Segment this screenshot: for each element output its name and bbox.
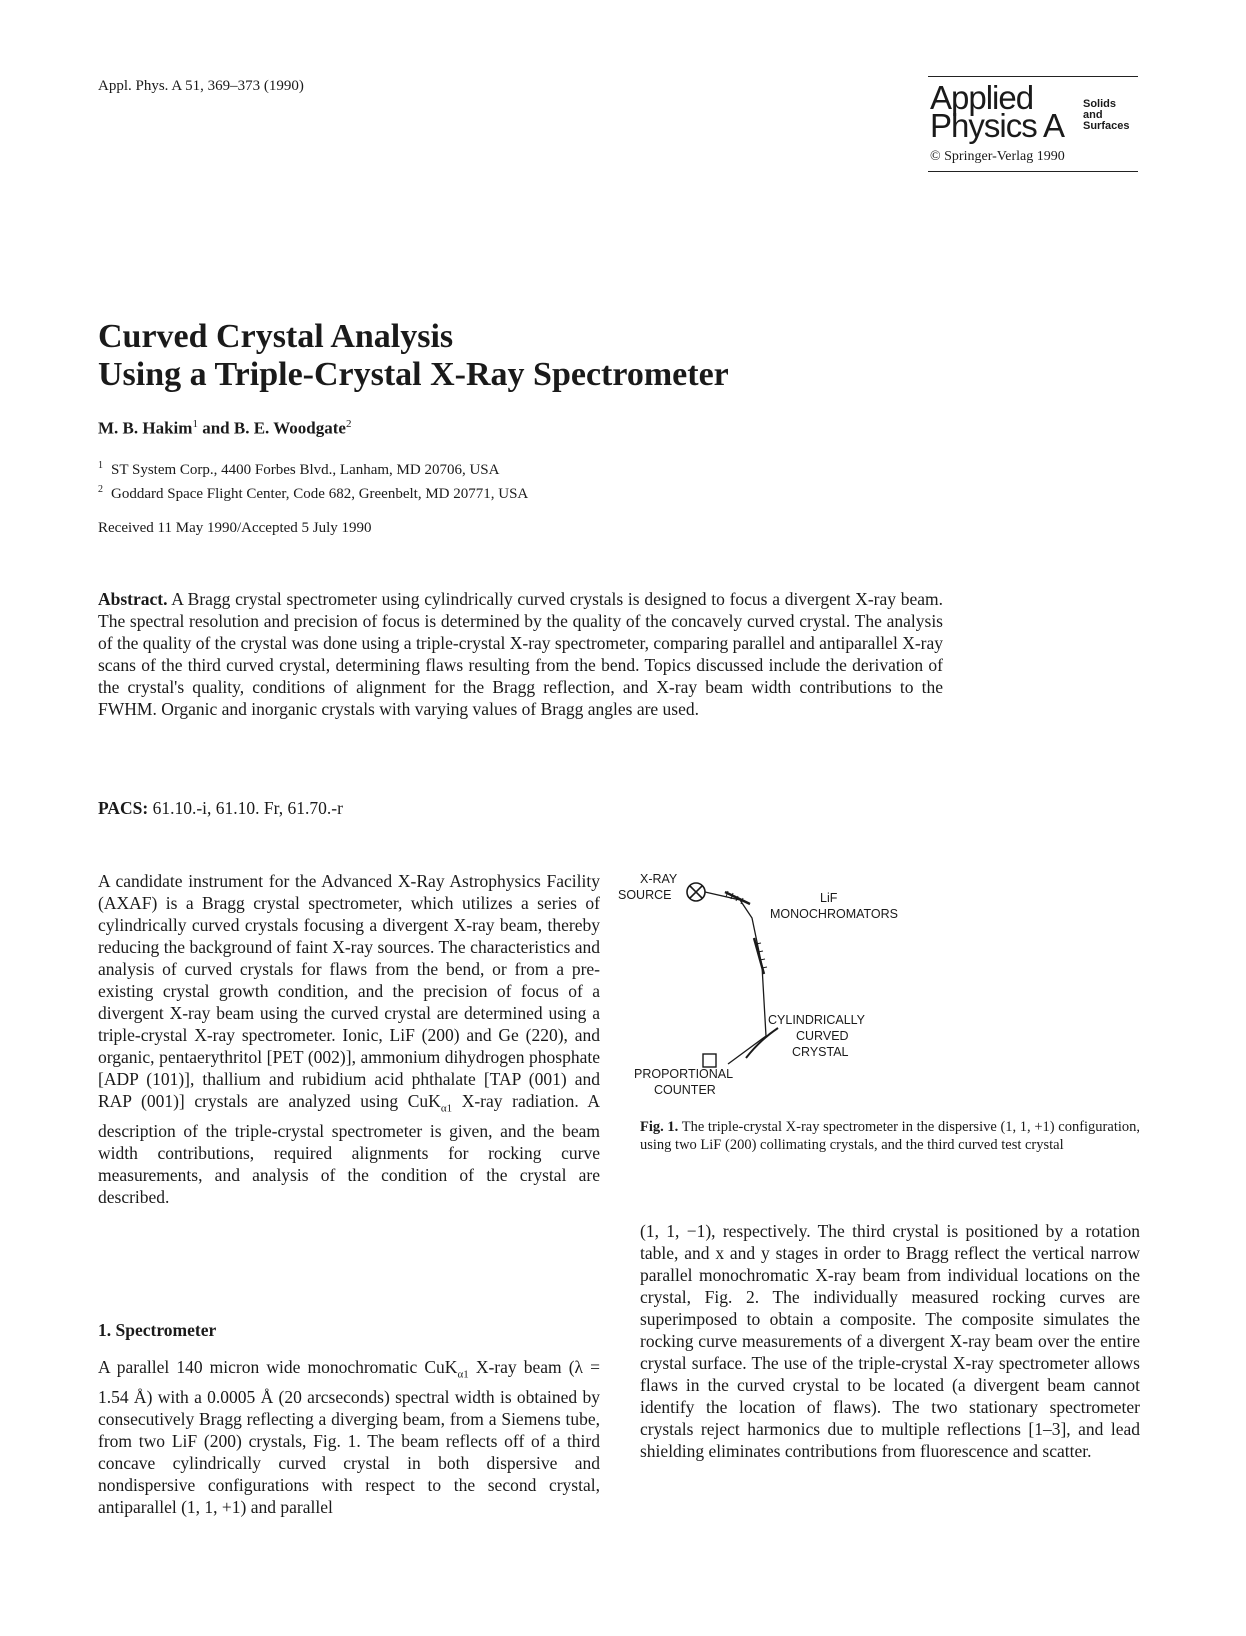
logo-line-applied: Applied bbox=[930, 79, 1034, 116]
logo-line-physics: Physics A bbox=[930, 107, 1065, 144]
figure-1-diagram bbox=[618, 868, 948, 1104]
pacs-label: PACS: bbox=[98, 798, 149, 818]
section-paragraph-2: (1, 1, −1), respectively. The third crystal is positioned by a rotation table, and x and y stages in order to Bragg reflect the vertical narrow parallel monochromatic X-ray beam from individual locations on the crystal, Fig. 2. The individually measured rocking curves are superimposed to obtain a composite. The composite simulates the rocking curve measurements of a divergent X-ray beam over the entire crystal surface. The use of the triple-crystal X-ray spectrometer allows flaws in the curved crystal to be located (a divergent beam cannot identify the location of flaws). The two stationary spectrometer crystals reject harmonics due to multiple reflections [1–3], and lead shielding eliminates contributions from fluorescence and scatter. bbox=[640, 1221, 1140, 1461]
label-counter: COUNTER bbox=[654, 1083, 716, 1097]
affiliation-2-text: Goddard Space Flight Center, Code 682, Greenbelt, MD 20771, USA bbox=[111, 486, 529, 502]
author-conjunction: and bbox=[197, 418, 234, 438]
label-cylindrically: CYLINDRICALLY bbox=[768, 1013, 866, 1027]
label-crystal: CRYSTAL bbox=[792, 1045, 849, 1059]
curved-test-crystal bbox=[746, 1028, 778, 1058]
proportional-counter-icon bbox=[703, 1054, 716, 1067]
affiliation-1 bbox=[98, 456, 528, 480]
caption-text: The triple-crystal X-ray spectrometer in the dispersive (1, 1, +1) configuration, using two LiF (200) collimating crystals, and the third curved test crystal bbox=[640, 1119, 1141, 1153]
title-line-1: Curved Crystal Analysis bbox=[98, 318, 454, 355]
affiliations bbox=[98, 456, 528, 504]
masthead-bottom-rule bbox=[928, 171, 1138, 172]
logo-surfaces: Surfaces bbox=[1083, 120, 1130, 132]
paper-title bbox=[98, 318, 729, 394]
intro-text-b: X-ray radiation. A description of the triple-crystal spectrometer is given, and the beam width contributions, required alignments for rocking curve measurements, and analysis of the condition of the crystal are described. bbox=[98, 1091, 600, 1207]
logo-and: and bbox=[1083, 109, 1103, 121]
affiliation-2-mark: 2 bbox=[98, 484, 103, 495]
abstract-text: A Bragg crystal spectrometer using cylindrically curved crystals is designed to focus a divergent X-ray beam. The spectral resolution and precision of focus is determined by the quality of the concavely curved crystal. The analysis of the quality of the crystal was done using a triple-crystal X-ray spectrometer, comparing parallel and antiparallel X-ray scans of the third curved crystal, determining flaws resulting from the bend. Topics discussed include the derivation of the crystal's quality, conditions of alignment for the Bragg reflection, and X-ray beam width contributions to the FWHM. Organic and inorganic crystals with varying values of Bragg angles are used. bbox=[98, 589, 943, 719]
pacs-codes bbox=[98, 798, 343, 819]
abstract bbox=[98, 588, 943, 720]
journal-logo bbox=[928, 77, 1138, 143]
pacs-text: 61.10.-i, 61.10. Fr, 61.70.-r bbox=[148, 798, 343, 818]
figure-1-caption bbox=[640, 1118, 1140, 1154]
section-heading: 1. Spectrometer bbox=[98, 1320, 217, 1340]
affiliation-2 bbox=[98, 480, 528, 504]
received-dates: Received 11 May 1990/Accepted 5 July 1990 bbox=[98, 520, 372, 536]
label-lif: LiF bbox=[820, 891, 838, 905]
author-2-affil-mark: 2 bbox=[345, 418, 352, 430]
label-source: SOURCE bbox=[618, 888, 672, 902]
author-list bbox=[98, 418, 351, 439]
journal-masthead bbox=[928, 76, 1138, 172]
intro-text-a: A candidate instrument for the Advanced X-Ray Astrophysics Facility (AXAF) is a Bragg crystal spectrometer, which utilizes a series of cylindrically curved crystals focusing a divergent X-ray beam, thereby reducing the background of faint X-ray sources. The characteristics and analysis of curved crystals for flaws from the bend, or from a pre-existing crystal growth condition, and the precision of focus of a divergent X-ray beam using the curved crystal are determined using a triple-crystal X-ray spectrometer. Ionic, LiF (200) and Ge (220), and organic, pentaerythritol [PET (002)], ammonium dihydrogen phosphate [ADP (101)], thallium and rubidium acid phthalate [TAP (001) and RAP (001)] crystals are analyzed using CuK bbox=[98, 871, 600, 1111]
author-1: M. B. Hakim bbox=[98, 418, 193, 438]
journal-reference: Appl. Phys. A 51, 369–373 (1990) bbox=[98, 78, 304, 94]
copyright: © Springer-Verlag 1990 bbox=[930, 149, 1065, 164]
intro-subscript: α1 bbox=[440, 1102, 453, 1115]
section-text-b: X-ray beam (λ = 1.54 Å) with a 0.0005 Å (20 arcseconds) spectral width is obtained by consecutively Bragg reflecting a diverging beam, from a Siemens tube, from two LiF (200) crystals, Fig. 1. The beam reflects off of a third concave cylindrically curved crystal in both dispersive and nondispersive configurations with respect to the second crystal, antiparallel (1, 1, +1) and parallel bbox=[98, 1357, 600, 1517]
section-paragraph-1 bbox=[98, 1356, 600, 1518]
abstract-label: Abstract. bbox=[98, 589, 168, 609]
label-monochromators: MONOCHROMATORS bbox=[770, 907, 899, 921]
beam-path bbox=[705, 892, 766, 1064]
intro-paragraph bbox=[98, 870, 600, 1208]
label-xray: X-RAY bbox=[640, 872, 678, 886]
author-2: B. E. Woodgate bbox=[233, 418, 346, 438]
section-text-a: A parallel 140 micron wide monochromatic CuK bbox=[98, 1357, 458, 1377]
section-subscript: α1 bbox=[457, 1368, 469, 1381]
author-1-affil-mark: 1 bbox=[192, 418, 198, 430]
caption-label: Fig. 1. bbox=[640, 1119, 679, 1135]
label-curved: CURVED bbox=[796, 1029, 849, 1043]
xray-source-icon bbox=[687, 883, 705, 901]
logo-solids: Solids bbox=[1083, 98, 1117, 110]
affiliation-1-text: ST System Corp., 4400 Forbes Blvd., Lanham, MD 20706, USA bbox=[111, 462, 500, 478]
label-proportional: PROPORTIONAL bbox=[634, 1067, 734, 1081]
affiliation-1-mark: 1 bbox=[98, 460, 103, 471]
title-line-2: Using a Triple-Crystal X-Ray Spectrometer bbox=[98, 356, 729, 393]
